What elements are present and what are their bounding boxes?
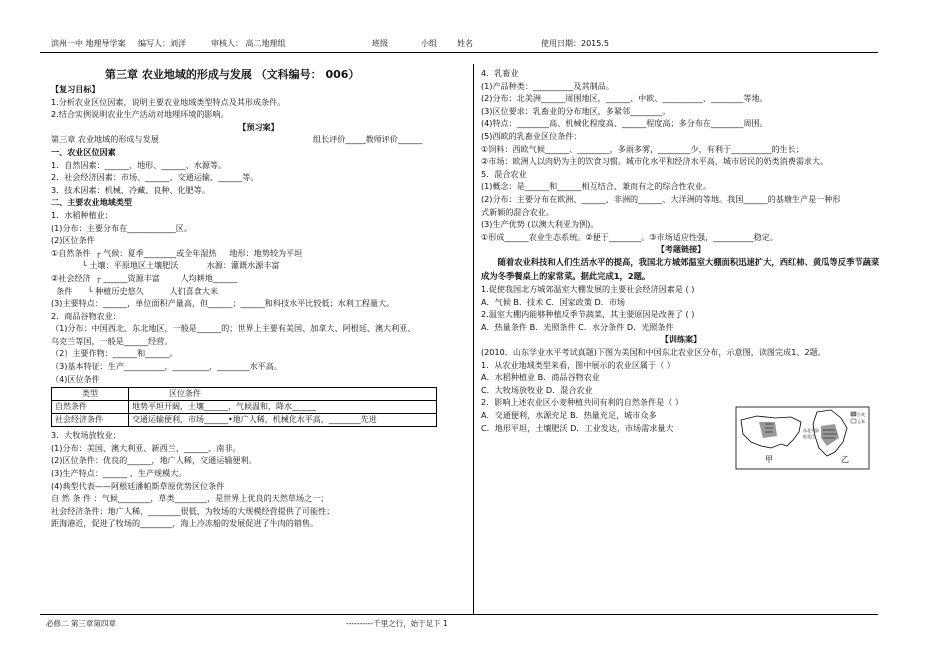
legend-swatch-1 [851, 412, 856, 416]
map-note-2: 松花江 [803, 434, 815, 439]
map-label-a: 甲 [765, 455, 773, 464]
legend-swatch-2 [851, 419, 856, 423]
line: (3)区位要求：乳畜业的分布地区，多紧邻________。 [481, 105, 671, 116]
table-cell: 社会经济条件 [52, 414, 129, 427]
training-intro: (2010．山东学业水平考试真题)下图为美国和中国东北农业区分布，示意图，读图完成1、2题。 [481, 347, 826, 358]
school-label: 滨州一中 地理导学案 [51, 39, 126, 48]
evaluation: 组长评价_____教师评价______ [313, 134, 423, 145]
training-question: 2．影响上述农业区小麦种植共同有利的自然条件是（ ） [481, 397, 683, 408]
line: ①自然条件 ┌ 气候：夏季________或全年湿热 地形：地势较为平坦 [51, 247, 303, 258]
table-row [52, 401, 437, 414]
line: 式新颖的混合农业。 [481, 206, 554, 217]
review-goal-heading: 【复习目标】 [51, 84, 100, 94]
usa-map [741, 416, 801, 464]
table-row [52, 414, 437, 427]
line: (1)分布：美国、澳大利亚、新西兰、______、南非。 [51, 442, 241, 453]
line: (1)分布：主要分布在____________区。 [51, 222, 192, 233]
line: 2．社会经济因素：市场、______、交通运输、______等。 [51, 172, 259, 183]
class-label: 班级 [372, 39, 388, 48]
line: （3)基本特征：生产__________，_________，________水平高。 [51, 361, 282, 372]
line: 2．商品谷物农业： [51, 310, 121, 321]
line: └ 土壤：平原地区土壤肥沃 水源：灌溉水源丰富 [51, 260, 280, 271]
line: (2)区位条件：优良的______，地广人稀，交通运输便利。 [51, 455, 257, 466]
chapter-line [51, 133, 466, 146]
line: 自 然 条 件 ：气候________，草类________，是世界上优良的天然草场之一； [51, 493, 329, 504]
legend-label-1: 小麦 [857, 412, 865, 417]
reviewer-label: 审核人： 高二地理组 [211, 39, 286, 48]
name-label: 姓名 [457, 39, 473, 48]
training-question: 1．从农业地域类型来看，图中展示的农业区属于（ ） [481, 359, 675, 370]
column-divider [473, 64, 474, 615]
line: 1．自然因素：______、地形、______、水源等。 [51, 159, 227, 170]
line: (2)分布：主要分布在欧洲、______、非洲的______、大洋洲的等地。我国______的基塘生产是一种形 [481, 193, 841, 204]
table-cell: 交通运输便利，市场______•地广人稀，机械化水平高，________先进 [129, 414, 437, 427]
training-options: C．大牧场放牧业 D．混合农业 [481, 384, 593, 395]
line: 4．乳畜业 [481, 68, 519, 78]
training-options: C．地形平坦，土壤肥沃 D．工业发达，市场需求量大 [481, 422, 674, 433]
footer-center: ----------千里之行，始于足下 1 [346, 619, 448, 628]
line: （2）主要作物：______和______。 [51, 348, 178, 359]
exam-question: 1.促使我国北方城郊温室大棚发展的主要社会经济因素是 ( ) [481, 284, 695, 295]
exam-question: 2.温室大棚内能够种植反季节蔬菜，其主要原因是改善了 ( ) [481, 309, 695, 320]
line: ②社会经济 ┌ ______资源丰富 人均耕地______ [51, 272, 238, 283]
line: ①饲料：西欧气候______、________，多雨多雾，________少，有利于__________的生长； [481, 143, 804, 154]
wheat-region-usa [759, 422, 777, 438]
table-header: 区位条件 [129, 388, 437, 401]
table-header: 类型 [52, 388, 129, 401]
header-rule [40, 52, 878, 53]
northeast-china-map [803, 410, 849, 464]
location-table [51, 387, 437, 427]
line: 一、农业区位因素 [51, 146, 116, 157]
line: (2)分布：北美洲______周围地区，______、中欧、__________、________等地。 [481, 93, 768, 104]
exam-options: A．热量条件 B．光照条件 C．水分条件 D．光照条件 [481, 321, 674, 332]
exam-link-heading: 【考题链接】 [656, 244, 706, 255]
line: 乌克兰等国，一般是______经营。 [51, 335, 173, 346]
table-cell: 自然条件 [52, 401, 129, 414]
training-heading: 【训练案】 [660, 334, 702, 345]
training-options: A．交通便利，水源充足 B．热量充足，城市众多 [481, 410, 657, 421]
line: 5．混合农业 [481, 168, 527, 179]
legend-label-2: 玉米 [857, 419, 865, 424]
line: (2)区位条件 [51, 235, 95, 246]
line: (4)特点：________高、机械化程度高、______程度高；多分布在________周围。 [481, 118, 768, 129]
agriculture-maps-figure [735, 406, 870, 470]
chapter-title: 第三章 农业地域的形成与发展 （文科编号： 006） [105, 68, 360, 81]
goal-1: 1.分析农业区位因素，说明主要农业地域类型特点及其形成条件。 [51, 96, 286, 107]
line: (5)西欧的乳畜业区位条件： [481, 130, 582, 141]
left-column [51, 67, 466, 530]
line: （4)区位条件 [51, 373, 100, 384]
line: ①形成______农业生态系统。②便于________。③市场适应性强，__________稳定。 [481, 231, 778, 242]
line: (4)典型代表——阿根廷潘帕斯草原优势区位条件 [51, 480, 225, 491]
line: (3)生产优势 (以澳大利亚为例)。 [481, 219, 599, 230]
line: (1)产品种类：__________及其制品。 [481, 80, 614, 91]
author-label: 编写人：刘洋 [138, 39, 186, 48]
map-legend [851, 411, 865, 424]
line: ②市场：欧洲人以肉奶为主的饮食习惯。城市化水平和经济水平高，城市居民的奶类消费需求大。 [481, 156, 829, 167]
map-label-b: 乙 [841, 455, 849, 464]
group-label: 小组 [421, 39, 437, 48]
line: 3．技术因素：机械、冷藏、良种、化肥等。 [51, 184, 210, 195]
right-column [481, 67, 881, 434]
table-cell: 地势平坦开阔，土壤______，气候温和，降水______ [129, 401, 437, 414]
exam-paragraph: 随着农业科技和人们生活水平的提高，我国北方城郊温室大棚面积迅速扩大，西红柿、黄瓜等反季节蔬菜成为冬季餐桌上的家常菜。据此完成1，2题。 [481, 256, 880, 281]
line: 距海港近，促进了牧场的________，海上冷冻船的发展促进了牛肉的销售。 [51, 518, 319, 529]
date-label: 使用日期：2015.5 [541, 39, 609, 48]
line: 条件 └ 种植历史悠久 人们喜食大米 [51, 285, 219, 296]
page-footer [40, 614, 878, 628]
line: 3．大牧场放牧业： [51, 430, 121, 441]
line: 社会经济条件：地广人稀，________很低，为牧场的大规模经营提供了可能性； [51, 505, 335, 516]
chapter-name: 第三章 农业地域的形成与发展 [51, 134, 159, 145]
line: 二、主要农业地域类型 [51, 197, 132, 208]
goal-2: 2.结合实例说明农业生产活动对地理环境的影响。 [51, 109, 229, 120]
wheat-region-china [821, 424, 839, 446]
line: （1)分布：中国西北、东北地区，一般是______的；世界上主要有美国、加拿大、阿根廷、澳大利亚、 [51, 323, 416, 334]
line: (1)概念：是______和______相互结合、兼而有之的综合性农业。 [481, 181, 711, 192]
maps-svg [735, 406, 870, 470]
map-note-1: 东北平原 [803, 428, 819, 433]
line: (3)生产特点：______ 、生产规模大。 [51, 468, 187, 479]
line: (3)主要特点：______，单位面积产量高，但______；______和科技水平比较低；水利工程量大。 [51, 298, 395, 309]
preview-heading: 【预习案】 [238, 121, 279, 132]
footer-left: 必修二 第三章第四章 [46, 619, 116, 628]
training-options: A．水稻种植业 B．商品谷物农业 [481, 372, 600, 383]
exam-options: A．气候 B．技术 C．国家政策 D．市场 [481, 296, 626, 307]
table-header-row [52, 388, 437, 401]
line: 1．水稻种植业： [51, 209, 113, 220]
